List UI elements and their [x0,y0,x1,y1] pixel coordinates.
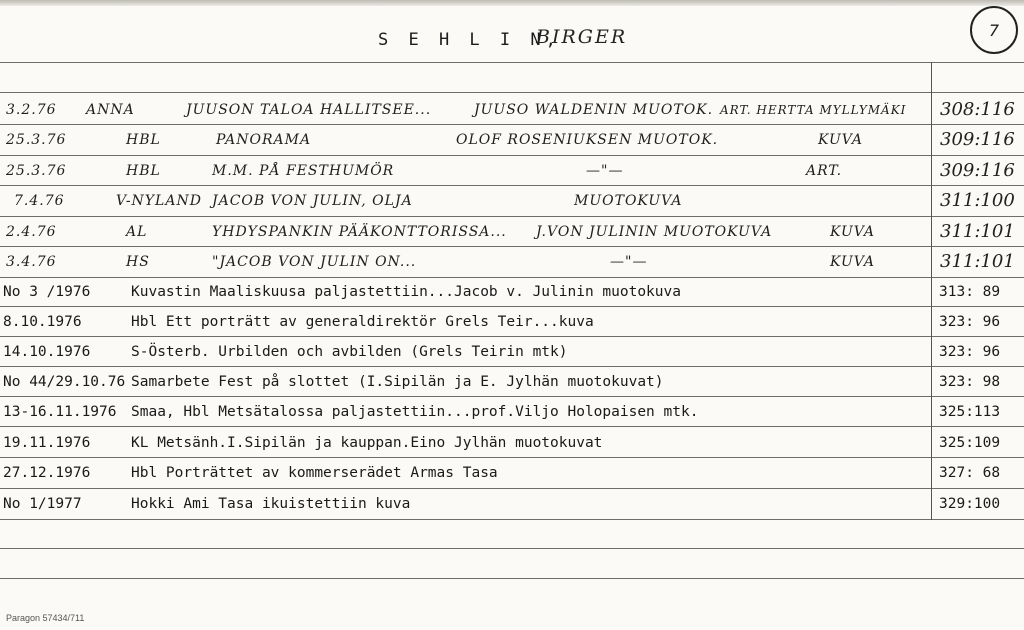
entry-subject: MUOTOKUVA [574,193,683,209]
entry-subject: JUUSO WALDENIN MUOTOK. [474,102,714,118]
entry-reference: 311:101 [940,251,1015,272]
entry-reference: 323: 96 [939,314,1001,330]
entry-date: 3.4.76 [6,254,57,270]
entry-subject: —"— [586,163,624,179]
entry-text: S-Österb. Urbilden och avbilden (Grels Teirin mtk) [131,344,568,360]
entry-date: No 3 /1976 [3,284,91,300]
rule-line [0,62,1024,63]
typed-entry [0,489,1024,519]
entry-type: ART. [806,163,843,179]
entry-reference: 311:101 [940,221,1015,242]
card-printer-mark: Paragon 57434/711 [6,613,85,623]
entry-title: JACOB VON JULIN, OLJA [212,193,413,209]
handwritten-entry [0,125,1024,155]
entry-text: KL Metsänh.I.Sipilän ja kauppan.Eino Jylhän muotokuvat [131,435,603,451]
entry-type: KUVA [830,224,876,240]
typed-entry [0,367,1024,397]
entry-date: No 44/29.10.76 [3,374,126,390]
typed-entry [0,428,1024,458]
entry-source: ANNA [86,102,135,118]
entry-source: AL [126,224,148,240]
handwritten-entry [0,156,1024,186]
card-number-circle [970,6,1018,54]
entry-date: 19.11.1976 [3,435,91,451]
entry-title: PANORAMA [216,132,312,148]
handwritten-entry [0,95,1024,125]
card-number: 7 [988,20,1000,40]
entry-reference: 309:116 [940,129,1015,150]
entry-date: 7.4.76 [14,193,65,209]
entry-subject: OLOF ROSENIUKSEN MUOTOK. [456,132,719,148]
entry-reference: 327: 68 [939,465,1001,481]
entry-reference: 325:113 [939,404,1001,420]
entry-source: HBL [126,163,161,179]
card-header [0,26,1024,62]
typed-entry [0,277,1024,307]
entry-type: KUVA [830,254,876,270]
entry-text: Samarbete Fest på slottet (I.Sipilän ja E. Jylhän muotokuvat) [131,374,664,390]
rule-line [0,92,1024,93]
typed-entry [0,307,1024,337]
entry-title: "JACOB VON JULIN ON... [212,254,417,270]
entry-text: Hbl Porträttet av kommerserädet Armas Tasa [131,465,498,481]
entry-text: Smaa, Hbl Metsätalossa paljastettiin...prof.Viljo Holopaisen mtk. [131,404,699,420]
rule-line [0,548,1024,549]
entry-subject: J.VON JULININ MUOTOKUVA [536,224,773,240]
handwritten-entry [0,247,1024,277]
entry-title: M.M. PÅ FESTHUMÖR [212,163,395,179]
typed-entry [0,458,1024,488]
entry-title: YHDYSPANKIN PÄÄKONTTORISSA... [212,224,507,240]
entry-title: JUUSON TALOA HALLITSEE... [186,102,432,118]
entry-reference: 329:100 [939,496,1001,512]
rule-line [0,578,1024,579]
entry-subject: —"— [610,254,648,270]
handwritten-entry [0,217,1024,247]
entry-date: 3.2.76 [6,102,57,118]
entry-source: HS [126,254,150,270]
entry-date: 14.10.1976 [3,344,91,360]
entry-reference: 308:116 [940,99,1015,120]
handwritten-entry [0,186,1024,216]
entry-reference: 325:109 [939,435,1001,451]
entry-type: KUVA [818,132,864,148]
rule-line [0,519,1024,520]
entry-date: 2.4.76 [6,224,57,240]
entry-source: HBL [126,132,161,148]
given-name: BIRGER [536,26,628,48]
entry-date: No 1/1977 [3,496,82,512]
entry-date: 25.3.76 [6,163,67,179]
entry-type: ART. HERTTA MYLLYMÄKI [720,103,907,117]
typed-entry [0,397,1024,427]
entry-reference: 323: 96 [939,344,1001,360]
entry-reference: 309:116 [940,160,1015,181]
entry-reference: 313: 89 [939,284,1001,300]
entry-text: Hbl Ett porträtt av generaldirektör Grels Teir...kuva [131,314,594,330]
card-top-edge [0,0,1024,6]
entry-date: 25.3.76 [6,132,67,148]
typed-entry [0,337,1024,367]
entry-text: Kuvastin Maaliskuusa paljastettiin...Jacob v. Julinin muotokuva [131,284,681,300]
entry-text: Hokki Ami Tasa ikuistettiin kuva [131,496,411,512]
entry-source: V-NYLAND [116,193,202,209]
entry-date: 27.12.1976 [3,465,91,481]
entry-reference: 323: 98 [939,374,1001,390]
surname: S E H L I N, [378,30,561,50]
entry-reference: 311:100 [940,190,1015,211]
entry-date: 8.10.1976 [3,314,82,330]
entry-date: 13-16.11.1976 [3,404,117,420]
